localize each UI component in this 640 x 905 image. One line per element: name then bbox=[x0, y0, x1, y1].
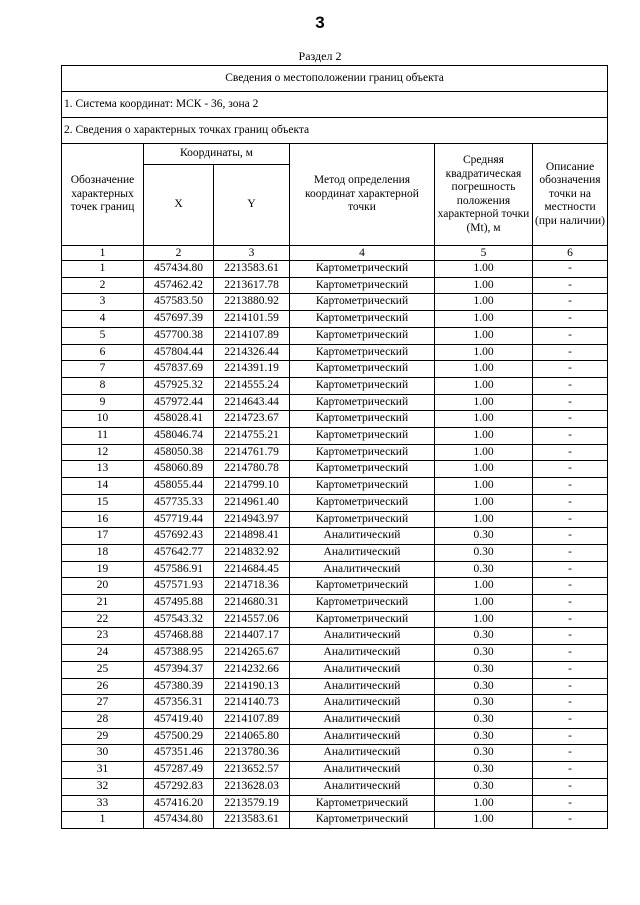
coord-x: 457468.88 bbox=[144, 628, 214, 645]
accuracy-mt: 0.30 bbox=[435, 561, 533, 578]
coord-y: 2214755.21 bbox=[214, 428, 290, 445]
description: - bbox=[533, 377, 608, 394]
point-designation: 9 bbox=[62, 394, 144, 411]
description: - bbox=[533, 478, 608, 495]
point-designation: 13 bbox=[62, 461, 144, 478]
points-heading-row bbox=[62, 118, 608, 144]
coord-y: 2214407.17 bbox=[214, 628, 290, 645]
coord-y: 2214065.80 bbox=[214, 728, 290, 745]
method: Картометрический bbox=[290, 277, 435, 294]
coord-y: 2214107.89 bbox=[214, 711, 290, 728]
method: Аналитический bbox=[290, 711, 435, 728]
accuracy-mt: 1.00 bbox=[435, 461, 533, 478]
description: - bbox=[533, 361, 608, 378]
header-description: Описание обозначения точки на местности (при наличии) bbox=[533, 144, 608, 246]
point-designation: 5 bbox=[62, 327, 144, 344]
accuracy-mt: 0.30 bbox=[435, 661, 533, 678]
coord-y: 2214961.40 bbox=[214, 494, 290, 511]
method: Аналитический bbox=[290, 762, 435, 779]
point-designation: 24 bbox=[62, 645, 144, 662]
point-designation: 12 bbox=[62, 444, 144, 461]
coord-system: 1. Система координат: МСК - 36, зона 2 bbox=[62, 92, 608, 118]
coord-x: 457719.44 bbox=[144, 511, 214, 528]
accuracy-mt: 1.00 bbox=[435, 277, 533, 294]
coord-y: 2213579.19 bbox=[214, 795, 290, 812]
table-row bbox=[62, 444, 608, 461]
accuracy-mt: 1.00 bbox=[435, 311, 533, 328]
coord-x: 457586.91 bbox=[144, 561, 214, 578]
coord-y: 2214761.79 bbox=[214, 444, 290, 461]
method: Аналитический bbox=[290, 645, 435, 662]
coord-y: 2213583.61 bbox=[214, 812, 290, 829]
accuracy-mt: 1.00 bbox=[435, 494, 533, 511]
accuracy-mt: 0.30 bbox=[435, 628, 533, 645]
table-row bbox=[62, 311, 608, 328]
column-number: 5 bbox=[435, 246, 533, 261]
point-designation: 16 bbox=[62, 511, 144, 528]
coord-x: 457692.43 bbox=[144, 528, 214, 545]
table-title: Сведения о местоположении границ объекта bbox=[62, 66, 608, 92]
point-designation: 6 bbox=[62, 344, 144, 361]
coord-x: 457292.83 bbox=[144, 778, 214, 795]
accuracy-mt: 1.00 bbox=[435, 428, 533, 445]
method: Аналитический bbox=[290, 778, 435, 795]
column-number: 6 bbox=[533, 246, 608, 261]
description: - bbox=[533, 595, 608, 612]
header-method: Метод определения координат характерной точки bbox=[290, 144, 435, 246]
description: - bbox=[533, 294, 608, 311]
accuracy-mt: 1.00 bbox=[435, 795, 533, 812]
coord-y: 2214780.78 bbox=[214, 461, 290, 478]
method: Картометрический bbox=[290, 344, 435, 361]
description: - bbox=[533, 728, 608, 745]
accuracy-mt: 0.30 bbox=[435, 678, 533, 695]
table-row bbox=[62, 728, 608, 745]
coord-x: 458046.74 bbox=[144, 428, 214, 445]
method: Аналитический bbox=[290, 745, 435, 762]
coord-y: 2214190.13 bbox=[214, 678, 290, 695]
method: Картометрический bbox=[290, 578, 435, 595]
coord-x: 457804.44 bbox=[144, 344, 214, 361]
description: - bbox=[533, 277, 608, 294]
accuracy-mt: 1.00 bbox=[435, 361, 533, 378]
point-designation: 23 bbox=[62, 628, 144, 645]
method: Аналитический bbox=[290, 695, 435, 712]
coord-x: 457419.40 bbox=[144, 711, 214, 728]
coord-x: 457434.80 bbox=[144, 261, 214, 278]
accuracy-mt: 1.00 bbox=[435, 812, 533, 829]
description: - bbox=[533, 812, 608, 829]
coord-x: 457462.42 bbox=[144, 277, 214, 294]
accuracy-mt: 1.00 bbox=[435, 595, 533, 612]
coord-y: 2214718.36 bbox=[214, 578, 290, 595]
method: Аналитический bbox=[290, 528, 435, 545]
method: Аналитический bbox=[290, 678, 435, 695]
method: Картометрический bbox=[290, 611, 435, 628]
description: - bbox=[533, 645, 608, 662]
description: - bbox=[533, 411, 608, 428]
header-y: Y bbox=[214, 165, 290, 246]
coord-y: 2213880.92 bbox=[214, 294, 290, 311]
boundary-points-table bbox=[61, 65, 608, 829]
table-row bbox=[62, 645, 608, 662]
coord-y: 2214943.97 bbox=[214, 511, 290, 528]
coord-y: 2214555.24 bbox=[214, 377, 290, 394]
accuracy-mt: 0.30 bbox=[435, 711, 533, 728]
accuracy-mt: 0.30 bbox=[435, 762, 533, 779]
method: Картометрический bbox=[290, 511, 435, 528]
description: - bbox=[533, 695, 608, 712]
point-designation: 7 bbox=[62, 361, 144, 378]
coord-x: 457500.29 bbox=[144, 728, 214, 745]
point-designation: 19 bbox=[62, 561, 144, 578]
coord-x: 457434.80 bbox=[144, 812, 214, 829]
description: - bbox=[533, 461, 608, 478]
accuracy-mt: 1.00 bbox=[435, 294, 533, 311]
points-heading: 2. Сведения о характерных точках границ объекта bbox=[62, 118, 608, 144]
accuracy-mt: 1.00 bbox=[435, 261, 533, 278]
point-designation: 17 bbox=[62, 528, 144, 545]
table-row bbox=[62, 528, 608, 545]
coord-y: 2214101.59 bbox=[214, 311, 290, 328]
coord-y: 2214723.67 bbox=[214, 411, 290, 428]
coord-y: 2214326.44 bbox=[214, 344, 290, 361]
coord-x: 457495.88 bbox=[144, 595, 214, 612]
method: Картометрический bbox=[290, 444, 435, 461]
table-title-row bbox=[62, 66, 608, 92]
table-row bbox=[62, 578, 608, 595]
coord-system-row bbox=[62, 92, 608, 118]
coord-y: 2213652.57 bbox=[214, 762, 290, 779]
header-accuracy: Средняя квадратическая погрешность положения характерной точки (Mt), м bbox=[435, 144, 533, 246]
method: Картометрический bbox=[290, 595, 435, 612]
table-row bbox=[62, 361, 608, 378]
point-designation: 26 bbox=[62, 678, 144, 695]
header-row-1 bbox=[62, 144, 608, 165]
point-designation: 4 bbox=[62, 311, 144, 328]
table-row bbox=[62, 494, 608, 511]
accuracy-mt: 0.30 bbox=[435, 728, 533, 745]
table-row bbox=[62, 294, 608, 311]
accuracy-mt: 0.30 bbox=[435, 528, 533, 545]
point-designation: 28 bbox=[62, 711, 144, 728]
method: Картометрический bbox=[290, 494, 435, 511]
coord-y: 2214680.31 bbox=[214, 595, 290, 612]
point-designation: 27 bbox=[62, 695, 144, 712]
table-row bbox=[62, 711, 608, 728]
coord-y: 2214265.67 bbox=[214, 645, 290, 662]
description: - bbox=[533, 611, 608, 628]
table-row bbox=[62, 678, 608, 695]
accuracy-mt: 0.30 bbox=[435, 695, 533, 712]
method: Картометрический bbox=[290, 478, 435, 495]
coord-x: 458050.38 bbox=[144, 444, 214, 461]
method: Аналитический bbox=[290, 561, 435, 578]
point-designation: 1 bbox=[62, 261, 144, 278]
table-row bbox=[62, 511, 608, 528]
table-row bbox=[62, 428, 608, 445]
coord-x: 458060.89 bbox=[144, 461, 214, 478]
coord-y: 2214557.06 bbox=[214, 611, 290, 628]
coord-x: 458028.41 bbox=[144, 411, 214, 428]
table-row bbox=[62, 261, 608, 278]
coord-y: 2214898.41 bbox=[214, 528, 290, 545]
coord-x: 457697.39 bbox=[144, 311, 214, 328]
coord-x: 457700.38 bbox=[144, 327, 214, 344]
coord-y: 2213583.61 bbox=[214, 261, 290, 278]
coord-y: 2214107.89 bbox=[214, 327, 290, 344]
method: Картометрический bbox=[290, 411, 435, 428]
column-number: 4 bbox=[290, 246, 435, 261]
table-row bbox=[62, 377, 608, 394]
accuracy-mt: 1.00 bbox=[435, 511, 533, 528]
description: - bbox=[533, 628, 608, 645]
accuracy-mt: 1.00 bbox=[435, 327, 533, 344]
point-designation: 32 bbox=[62, 778, 144, 795]
table-row bbox=[62, 628, 608, 645]
coord-y: 2214643.44 bbox=[214, 394, 290, 411]
method: Картометрический bbox=[290, 261, 435, 278]
description: - bbox=[533, 494, 608, 511]
point-designation: 33 bbox=[62, 795, 144, 812]
table-row bbox=[62, 611, 608, 628]
coord-y: 2214799.10 bbox=[214, 478, 290, 495]
coord-x: 457287.49 bbox=[144, 762, 214, 779]
accuracy-mt: 1.00 bbox=[435, 411, 533, 428]
method: Картометрический bbox=[290, 294, 435, 311]
coord-x: 457394.37 bbox=[144, 661, 214, 678]
point-designation: 18 bbox=[62, 544, 144, 561]
method: Картометрический bbox=[290, 394, 435, 411]
table-row bbox=[62, 695, 608, 712]
point-designation: 21 bbox=[62, 595, 144, 612]
method: Картометрический bbox=[290, 311, 435, 328]
accuracy-mt: 1.00 bbox=[435, 478, 533, 495]
coord-x: 457388.95 bbox=[144, 645, 214, 662]
coord-x: 457351.46 bbox=[144, 745, 214, 762]
coord-x: 457925.32 bbox=[144, 377, 214, 394]
point-designation: 14 bbox=[62, 478, 144, 495]
accuracy-mt: 1.00 bbox=[435, 394, 533, 411]
point-designation: 22 bbox=[62, 611, 144, 628]
description: - bbox=[533, 795, 608, 812]
coord-x: 457356.31 bbox=[144, 695, 214, 712]
method: Картометрический bbox=[290, 327, 435, 344]
coord-y: 2214832.92 bbox=[214, 544, 290, 561]
point-designation: 25 bbox=[62, 661, 144, 678]
table-row bbox=[62, 595, 608, 612]
point-designation: 20 bbox=[62, 578, 144, 595]
description: - bbox=[533, 327, 608, 344]
coord-y: 2213628.03 bbox=[214, 778, 290, 795]
accuracy-mt: 0.30 bbox=[435, 544, 533, 561]
column-number: 2 bbox=[144, 246, 214, 261]
table-row bbox=[62, 461, 608, 478]
point-designation: 10 bbox=[62, 411, 144, 428]
table-row bbox=[62, 277, 608, 294]
coord-x: 457972.44 bbox=[144, 394, 214, 411]
point-designation: 3 bbox=[62, 294, 144, 311]
accuracy-mt: 1.00 bbox=[435, 578, 533, 595]
coord-x: 458055.44 bbox=[144, 478, 214, 495]
section-title: Раздел 2 bbox=[298, 49, 342, 63]
description: - bbox=[533, 428, 608, 445]
method: Картометрический bbox=[290, 812, 435, 829]
accuracy-mt: 0.30 bbox=[435, 745, 533, 762]
coord-x: 457380.39 bbox=[144, 678, 214, 695]
coord-x: 457416.20 bbox=[144, 795, 214, 812]
header-x: X bbox=[144, 165, 214, 246]
point-designation: 8 bbox=[62, 377, 144, 394]
point-designation: 15 bbox=[62, 494, 144, 511]
description: - bbox=[533, 711, 608, 728]
description: - bbox=[533, 561, 608, 578]
table-row bbox=[62, 745, 608, 762]
description: - bbox=[533, 661, 608, 678]
coord-x: 457735.33 bbox=[144, 494, 214, 511]
table-row bbox=[62, 762, 608, 779]
coord-y: 2213780.36 bbox=[214, 745, 290, 762]
point-designation: 30 bbox=[62, 745, 144, 762]
table-row bbox=[62, 327, 608, 344]
accuracy-mt: 0.30 bbox=[435, 645, 533, 662]
description: - bbox=[533, 344, 608, 361]
table-row bbox=[62, 661, 608, 678]
header-designation: Обозначение характерных точек границ bbox=[62, 144, 144, 246]
accuracy-mt: 1.00 bbox=[435, 344, 533, 361]
accuracy-mt: 1.00 bbox=[435, 444, 533, 461]
point-designation: 11 bbox=[62, 428, 144, 445]
method: Картометрический bbox=[290, 377, 435, 394]
method: Аналитический bbox=[290, 661, 435, 678]
point-designation: 29 bbox=[62, 728, 144, 745]
description: - bbox=[533, 311, 608, 328]
method: Аналитический bbox=[290, 544, 435, 561]
description: - bbox=[533, 394, 608, 411]
description: - bbox=[533, 528, 608, 545]
description: - bbox=[533, 511, 608, 528]
coord-x: 457837.69 bbox=[144, 361, 214, 378]
accuracy-mt: 1.00 bbox=[435, 611, 533, 628]
description: - bbox=[533, 544, 608, 561]
method: Картометрический bbox=[290, 461, 435, 478]
description: - bbox=[533, 778, 608, 795]
description: - bbox=[533, 745, 608, 762]
point-designation: 2 bbox=[62, 277, 144, 294]
table-row bbox=[62, 411, 608, 428]
description: - bbox=[533, 444, 608, 461]
coord-y: 2214232.66 bbox=[214, 661, 290, 678]
coord-y: 2214684.45 bbox=[214, 561, 290, 578]
table-row bbox=[62, 812, 608, 829]
header-coordinates: Координаты, м bbox=[144, 144, 290, 165]
coord-y: 2213617.78 bbox=[214, 277, 290, 294]
table-row bbox=[62, 544, 608, 561]
method: Картометрический bbox=[290, 428, 435, 445]
point-designation: 1 bbox=[62, 812, 144, 829]
coord-x: 457583.50 bbox=[144, 294, 214, 311]
accuracy-mt: 0.30 bbox=[435, 778, 533, 795]
table-row bbox=[62, 394, 608, 411]
coord-y: 2214391.19 bbox=[214, 361, 290, 378]
method: Аналитический bbox=[290, 728, 435, 745]
description: - bbox=[533, 762, 608, 779]
accuracy-mt: 1.00 bbox=[435, 377, 533, 394]
coord-y: 2214140.73 bbox=[214, 695, 290, 712]
table-row bbox=[62, 561, 608, 578]
description: - bbox=[533, 261, 608, 278]
table-row bbox=[62, 478, 608, 495]
description: - bbox=[533, 578, 608, 595]
coord-x: 457642.77 bbox=[144, 544, 214, 561]
method: Картометрический bbox=[290, 795, 435, 812]
coord-x: 457543.32 bbox=[144, 611, 214, 628]
method: Аналитический bbox=[290, 628, 435, 645]
column-number: 3 bbox=[214, 246, 290, 261]
table-row bbox=[62, 344, 608, 361]
method: Картометрический bbox=[290, 361, 435, 378]
table-row bbox=[62, 778, 608, 795]
coord-x: 457571.93 bbox=[144, 578, 214, 595]
point-designation: 31 bbox=[62, 762, 144, 779]
description: - bbox=[533, 678, 608, 695]
column-number: 1 bbox=[62, 246, 144, 261]
column-numbers-row bbox=[62, 246, 608, 261]
page-number: 3 bbox=[315, 13, 325, 32]
table-row bbox=[62, 795, 608, 812]
